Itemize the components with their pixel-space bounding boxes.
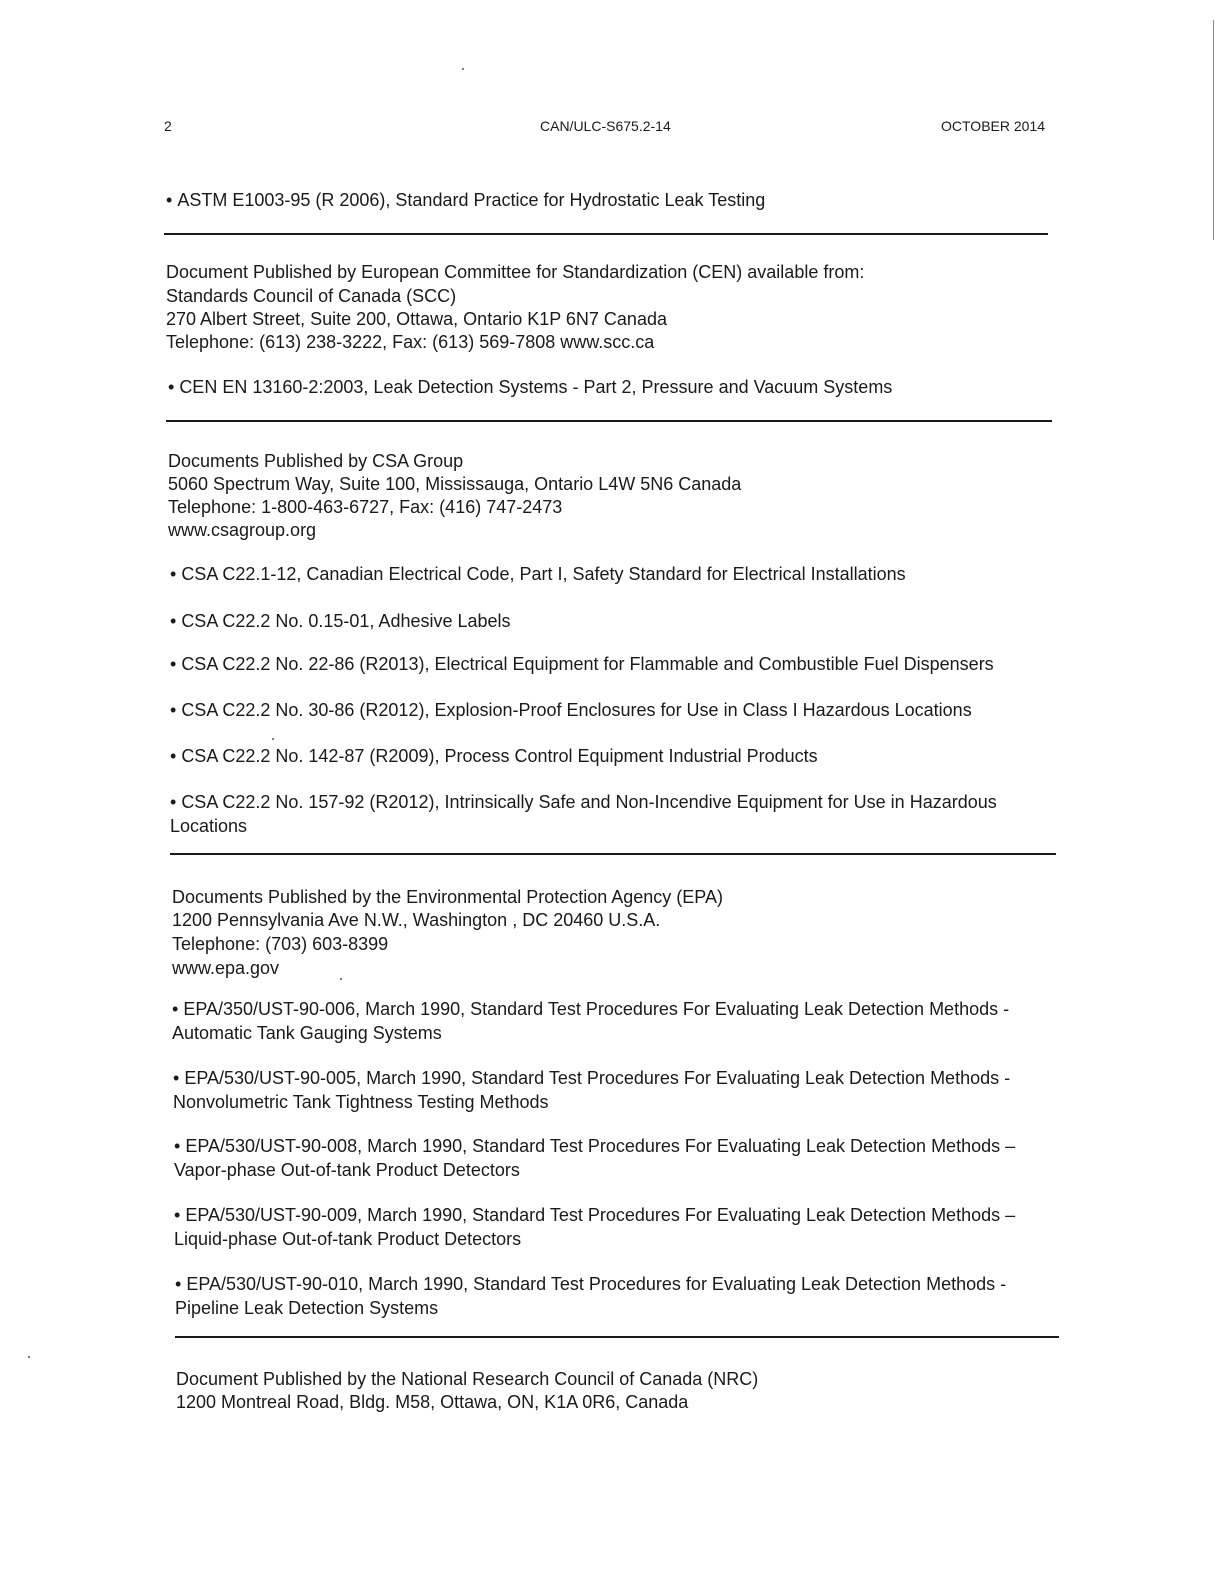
section-divider (164, 233, 1048, 235)
reference-item: • CSA C22.2 No. 0.15-01, Adhesive Labels (170, 610, 511, 633)
scan-speck (462, 68, 464, 70)
header-date: OCTOBER 2014 (941, 118, 1046, 134)
scan-speck (28, 1356, 30, 1358)
reference-item: • EPA/530/UST-90-009, March 1990, Standard Test Procedures For Evaluating Leak Detection Methods – Liquid-phase Out-of-tank Product Detectors (174, 1203, 1064, 1251)
reference-item: • CSA C22.2 No. 30-86 (R2012), Explosion-Proof Enclosures for Use in Class I Hazardous Locations (170, 699, 972, 722)
publisher-address-line: 1200 Pennsylvania Ave N.W., Washington , DC 20460 U.S.A. (172, 910, 661, 930)
reference-item: • ASTM E1003-95 (R 2006), Standard Practice for Hydrostatic Leak Testing (166, 189, 765, 212)
reference-item: • CEN EN 13160-2:2003, Leak Detection Systems - Part 2, Pressure and Vacuum Systems (168, 376, 892, 399)
reference-item: • CSA C22.2 No. 157-92 (R2012), Intrinsically Safe and Non-Incendive Equipment for Use in Hazardous Locations (170, 790, 1060, 838)
publisher-heading: Document Published by the National Research Council of Canada (NRC) (176, 1369, 759, 1389)
publisher-heading: Document Published by European Committee for Standardization (CEN) available from: (166, 262, 865, 282)
publisher-address-line: 270 Albert Street, Suite 200, Ottawa, Ontario K1P 6N7 Canada (166, 309, 667, 329)
page-number: 2 (164, 118, 172, 134)
reference-item: • EPA/530/UST-90-005, March 1990, Standard Test Procedures For Evaluating Leak Detection Methods - Nonvolumetric Tank Tightness Testing Methods (173, 1066, 1063, 1114)
reference-item: • EPA/530/UST-90-008, March 1990, Standard Test Procedures For Evaluating Leak Detection Methods – Vapor-phase Out-of-tank Product Detectors (174, 1134, 1064, 1182)
publisher-heading: Documents Published by the Environmental Protection Agency (EPA) (172, 887, 723, 907)
publisher-address-line: Standards Council of Canada (SCC) (166, 286, 457, 306)
publisher-website: www.epa.gov (172, 958, 280, 978)
standard-code: CAN/ULC-S675.2-14 (540, 118, 671, 134)
publisher-address-line: 5060 Spectrum Way, Suite 100, Mississauga, Ontario L4W 5N6 Canada (168, 474, 742, 494)
reference-item: • CSA C22.2 No. 142-87 (R2009), Process Control Equipment Industrial Products (170, 745, 818, 768)
publisher-contact-line: Telephone: 1-800-463-6727, Fax: (416) 747-2473 (168, 497, 563, 517)
section-divider (175, 1336, 1059, 1338)
scan-speck (272, 738, 274, 740)
section-divider (166, 420, 1052, 422)
reference-item: • CSA C22.1-12, Canadian Electrical Code, Part I, Safety Standard for Electrical Installations (170, 563, 906, 586)
reference-item: • CSA C22.2 No. 22-86 (R2013), Electrical Equipment for Flammable and Combustible Fuel Dispensers (170, 653, 994, 676)
section-divider (170, 853, 1056, 855)
publisher-heading: Documents Published by CSA Group (168, 451, 464, 471)
reference-item: • EPA/350/UST-90-006, March 1990, Standard Test Procedures For Evaluating Leak Detection Methods - Automatic Tank Gauging Systems (172, 997, 1062, 1045)
reference-item: • EPA/530/UST-90-010, March 1990, Standard Test Procedures for Evaluating Leak Detection Methods - Pipeline Leak Detection Systems (175, 1272, 1065, 1320)
scan-edge-line (1213, 20, 1214, 240)
publisher-website: www.csagroup.org (168, 520, 317, 540)
publisher-contact-line: Telephone: (613) 238-3222, Fax: (613) 569-7808 www.scc.ca (166, 332, 655, 352)
scan-speck (340, 978, 342, 980)
publisher-contact-line: Telephone: (703) 603-8399 (172, 934, 389, 954)
publisher-address-line: 1200 Montreal Road, Bldg. M58, Ottawa, ON, K1A 0R6, Canada (176, 1392, 689, 1412)
